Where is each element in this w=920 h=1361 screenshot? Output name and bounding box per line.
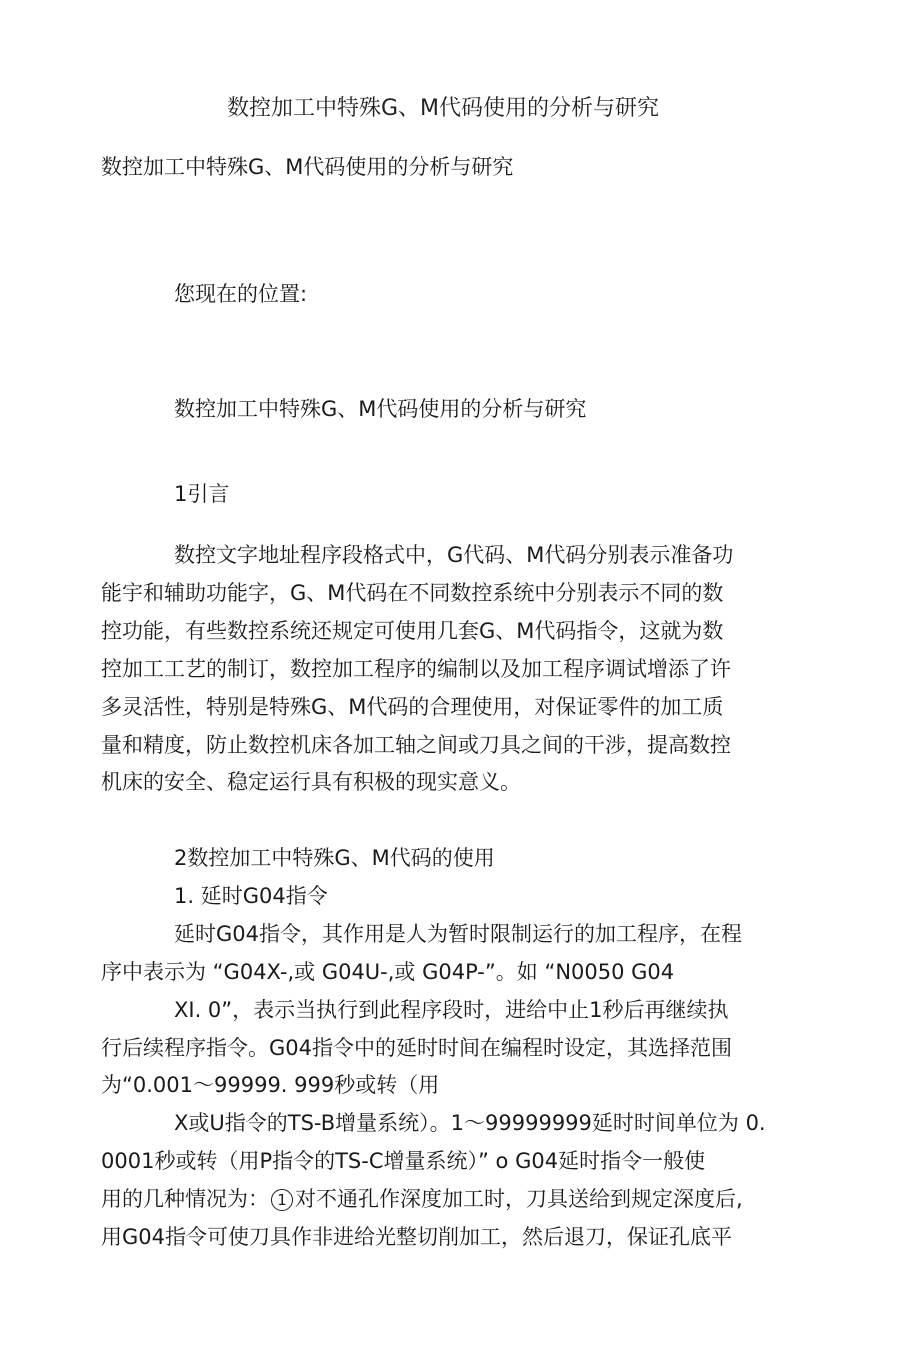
paragraph-line: 行后续程序指令。G04指令中的延时时间在编程时设定，其选择范围: [101, 1036, 732, 1060]
paragraph-line: 0001秒或转（用P指令的TS-C增量系统）” o G04延时指令一般使: [101, 1149, 706, 1173]
circled-number-1: 1: [271, 1189, 293, 1211]
paragraph-line: 多灵活性，特别是特殊G、M代码的合理使用，对保证零件的加工质: [101, 695, 724, 719]
paragraph-line-usage: [101, 1189, 743, 1211]
section-1-heading: 1引言: [174, 482, 230, 506]
paragraph-line: 能宇和辅助功能字，G、M代码在不同数控系统中分别表示不同的数: [101, 581, 724, 605]
paragraph-line: 控功能，有些数控系统还规定可使用几套G、M代码指令，这就为数: [101, 619, 724, 643]
paragraph-line: 用G04指令可使刀具作非进给光整切削加工，然后退刀，保证孔底平: [101, 1225, 732, 1249]
paragraph-line: 控加工工艺的制订，数控加工程序的编制以及加工程序调试增添了许: [101, 657, 731, 681]
paragraph-line: 机床的安全、稳定运行具有积极的现实意义。: [101, 770, 521, 794]
paragraph-line: 延时G04指令，其作用是人为暂时限制运行的加工程序，在程: [174, 922, 742, 946]
usage-text-after: 对不通孔作深度加工时，刀具送给到规定深度后,: [295, 1187, 743, 1211]
paragraph-line: 量和精度，防止数控机床各加工轴之间或刀具之间的干涉，提高数控: [101, 733, 731, 757]
section-2-heading: 2数控加工中特殊G、M代码的使用: [174, 846, 495, 870]
usage-text-before: 用的几种情况为：: [101, 1187, 269, 1211]
paragraph-line: 数控文字地址程序段格式中，G代码、M代码分别表示准备功: [174, 543, 734, 567]
document-subtitle: 数控加工中特殊G、M代码使用的分析与研究: [174, 397, 587, 421]
document-title: 数控加工中特殊G、M代码使用的分析与研究: [101, 155, 514, 179]
paragraph-line: 序中表示为 “G04X-,或 G04U-,或 G04P-”。如 “N0050 G04: [101, 960, 675, 984]
paragraph-line: X或U指令的TS-B增量系统）。1～99999999延时时间单位为 0.: [174, 1111, 766, 1135]
paragraph-line: 为“0.001～99999. 999秒或转（用: [101, 1073, 440, 1097]
paragraph-line: XI. 0”，表示当执行到此程序段时，进给中止1秒后再继续执: [174, 998, 729, 1022]
subsection-1-heading: 1. 延时G04指令: [174, 884, 328, 908]
header-title: 数控加工中特殊G、M代码使用的分析与研究: [227, 96, 660, 121]
location-label: 您现在的位置:: [174, 282, 308, 306]
